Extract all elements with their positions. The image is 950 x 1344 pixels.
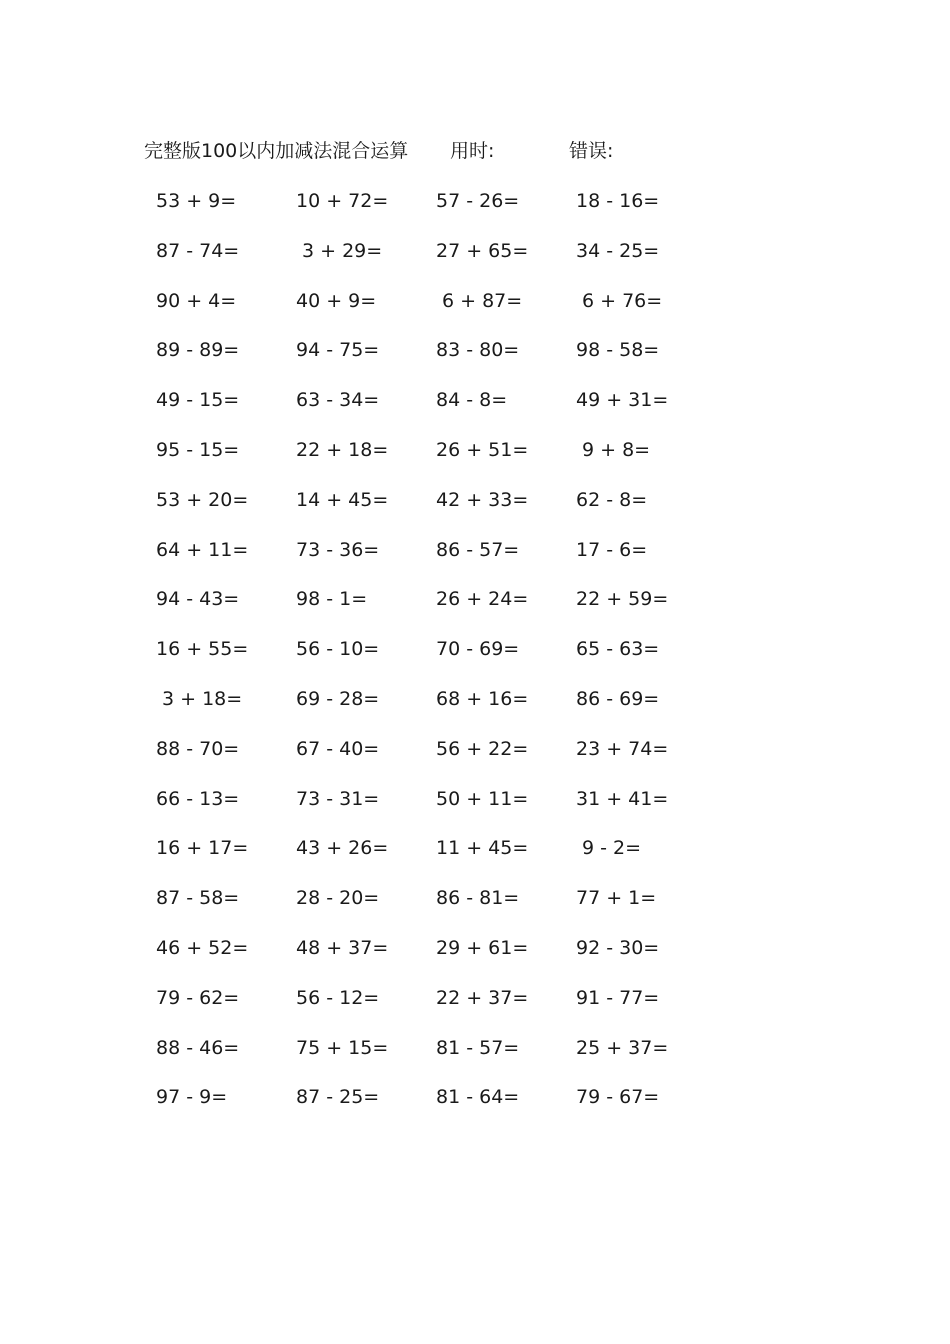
problem-row	[0, 1028, 950, 1068]
math-problem: 57 - 26=	[436, 190, 520, 212]
math-problem: 69 - 28=	[296, 688, 380, 710]
time-label: 用时:	[450, 140, 495, 162]
math-problem: 81 - 64=	[436, 1086, 520, 1108]
math-problem: 86 - 69=	[576, 688, 660, 710]
math-problem: 26 + 51=	[436, 439, 529, 461]
math-problem: 94 - 75=	[296, 339, 380, 361]
problem-row	[0, 928, 950, 968]
math-problem: 42 + 33=	[436, 489, 529, 511]
math-problem: 88 - 70=	[156, 738, 240, 760]
problem-row	[0, 430, 950, 470]
math-problem: 18 - 16=	[576, 190, 660, 212]
math-problem: 62 - 8=	[576, 489, 648, 511]
math-problem: 92 - 30=	[576, 937, 660, 959]
math-problem: 64 + 11=	[156, 539, 249, 561]
problem-row	[0, 181, 950, 221]
problem-row	[0, 629, 950, 669]
math-problem: 31 + 41=	[576, 788, 669, 810]
math-problem: 48 + 37=	[296, 937, 389, 959]
math-problem: 29 + 61=	[436, 937, 529, 959]
math-problem: 83 - 80=	[436, 339, 520, 361]
math-problem: 98 - 1=	[296, 588, 368, 610]
math-problem: 75 + 15=	[296, 1037, 389, 1059]
problem-row	[0, 878, 950, 918]
math-problem: 73 - 36=	[296, 539, 380, 561]
problem-row	[0, 779, 950, 819]
math-problem: 6 + 76=	[582, 290, 663, 312]
math-problem: 56 - 10=	[296, 638, 380, 660]
math-problem: 50 + 11=	[436, 788, 529, 810]
math-problem: 6 + 87=	[442, 290, 523, 312]
math-problem: 14 + 45=	[296, 489, 389, 511]
math-problem: 34 - 25=	[576, 240, 660, 262]
math-problem: 91 - 77=	[576, 987, 660, 1009]
math-problem: 73 - 31=	[296, 788, 380, 810]
math-problem: 26 + 24=	[436, 588, 529, 610]
math-problem: 56 + 22=	[436, 738, 529, 760]
math-problem: 49 + 31=	[576, 389, 669, 411]
math-problem: 88 - 46=	[156, 1037, 240, 1059]
math-problem: 67 - 40=	[296, 738, 380, 760]
math-problem: 81 - 57=	[436, 1037, 520, 1059]
math-problem: 86 - 81=	[436, 887, 520, 909]
math-problem: 9 - 2=	[582, 837, 642, 859]
problem-row	[0, 530, 950, 570]
math-problem: 86 - 57=	[436, 539, 520, 561]
math-problem: 63 - 34=	[296, 389, 380, 411]
math-problem: 94 - 43=	[156, 588, 240, 610]
problem-row	[0, 579, 950, 619]
problem-row	[0, 281, 950, 321]
math-problem: 10 + 72=	[296, 190, 389, 212]
math-problem: 95 - 15=	[156, 439, 240, 461]
math-problem: 87 - 74=	[156, 240, 240, 262]
math-problem: 53 + 20=	[156, 489, 249, 511]
problem-row	[0, 380, 950, 420]
math-problem: 22 + 18=	[296, 439, 389, 461]
math-problem: 28 - 20=	[296, 887, 380, 909]
math-problem: 79 - 62=	[156, 987, 240, 1009]
problem-grid	[0, 181, 950, 1141]
math-problem: 97 - 9=	[156, 1086, 228, 1108]
problem-row	[0, 729, 950, 769]
math-problem: 16 + 55=	[156, 638, 249, 660]
math-problem: 87 - 25=	[296, 1086, 380, 1108]
math-problem: 22 + 37=	[436, 987, 529, 1009]
worksheet-title: 完整版100以内加减法混合运算	[144, 140, 409, 162]
math-problem: 56 - 12=	[296, 987, 380, 1009]
math-problem: 65 - 63=	[576, 638, 660, 660]
math-problem: 23 + 74=	[576, 738, 669, 760]
problem-row	[0, 330, 950, 370]
math-problem: 25 + 37=	[576, 1037, 669, 1059]
problem-row	[0, 1077, 950, 1117]
math-problem: 53 + 9=	[156, 190, 237, 212]
math-problem: 22 + 59=	[576, 588, 669, 610]
problem-row	[0, 978, 950, 1018]
math-problem: 98 - 58=	[576, 339, 660, 361]
problem-row	[0, 679, 950, 719]
problem-row	[0, 480, 950, 520]
math-problem: 16 + 17=	[156, 837, 249, 859]
math-problem: 3 + 29=	[302, 240, 383, 262]
math-problem: 68 + 16=	[436, 688, 529, 710]
math-problem: 9 + 8=	[582, 439, 651, 461]
math-problem: 87 - 58=	[156, 887, 240, 909]
math-problem: 77 + 1=	[576, 887, 657, 909]
math-problem: 89 - 89=	[156, 339, 240, 361]
math-problem: 40 + 9=	[296, 290, 377, 312]
math-problem: 46 + 52=	[156, 937, 249, 959]
math-problem: 11 + 45=	[436, 837, 529, 859]
math-problem: 3 + 18=	[162, 688, 243, 710]
math-problem: 66 - 13=	[156, 788, 240, 810]
math-problem: 49 - 15=	[156, 389, 240, 411]
math-problem: 27 + 65=	[436, 240, 529, 262]
math-problem: 84 - 8=	[436, 389, 508, 411]
math-problem: 90 + 4=	[156, 290, 237, 312]
problem-row	[0, 828, 950, 868]
math-problem: 43 + 26=	[296, 837, 389, 859]
math-problem: 17 - 6=	[576, 539, 648, 561]
error-label: 错误:	[569, 140, 614, 162]
problem-row	[0, 231, 950, 271]
math-problem: 70 - 69=	[436, 638, 520, 660]
math-problem: 79 - 67=	[576, 1086, 660, 1108]
worksheet-header	[0, 136, 950, 166]
